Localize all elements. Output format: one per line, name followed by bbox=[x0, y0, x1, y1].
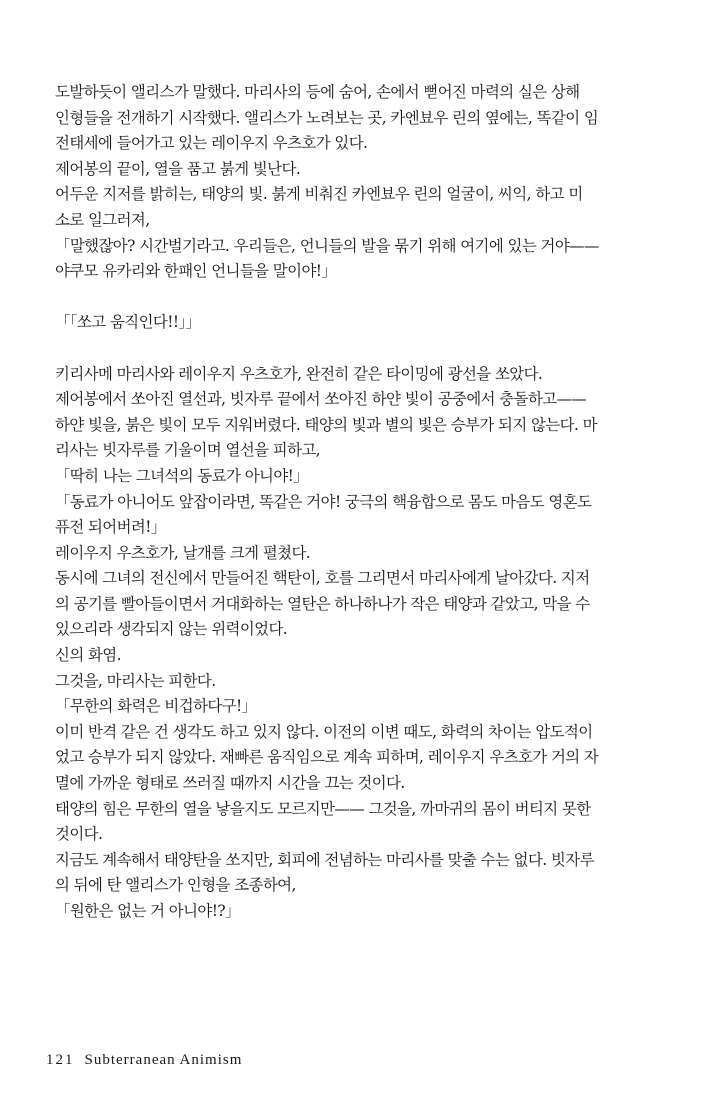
text-line: 「원한은 없는 거 아니야!?」 bbox=[55, 902, 240, 920]
body-text bbox=[55, 80, 680, 925]
text-line: 소로 일그러져, bbox=[55, 210, 150, 229]
text-line: 어두운 지저를 밝히는, 태양의 빛. 붉게 비춰진 카엔뵤우 린의 얼굴이, 씨익, 하고 미 bbox=[55, 185, 583, 204]
text-line: 태양의 힘은 무한의 열을 낳을지도 모르지만—— 그것을, 까마귀의 몸이 버티지 못한 bbox=[55, 799, 591, 818]
blank-line bbox=[55, 285, 680, 311]
page-number: 121 bbox=[46, 1052, 75, 1068]
text-line: 그것을, 마리사는 피한다. bbox=[55, 671, 216, 690]
text-line: 하얀 빛을, 붉은 빛이 모두 지워버렸다. 태양의 빛과 별의 빛은 승부가 되지 않는다. 마 bbox=[55, 415, 597, 434]
text-line: 「말했잖아? 시간벌기라고. 우리들은, 언니들의 발을 묶기 위해 여기에 있는 거야—— bbox=[55, 236, 599, 255]
text-line: 인형들을 전개하기 시작했다. 앨리스가 노려보는 곳, 카엔뵤우 린의 옆에는, 똑같이 임 bbox=[55, 108, 599, 127]
text-line: 의 뒤에 탄 앨리스가 인형을 조종하여, bbox=[55, 876, 296, 895]
text-line: 「「쏘고 움직인다!!」」 bbox=[55, 313, 201, 332]
text-line: 레이우지 우츠호가, 날개를 크게 펼쳤다. bbox=[55, 543, 311, 562]
text-line: 이미 반격 같은 건 생각도 하고 있지 않다. 이전의 이변 때도, 화력의 차이는 압도적이 bbox=[55, 722, 593, 741]
text-line: 「무한의 화력은 비겁하다구!」 bbox=[55, 697, 257, 716]
text-line: 제어봉에서 쏘아진 열선과, 빗자루 끝에서 쏘아진 하얀 빛이 공중에서 충돌하고—— bbox=[55, 390, 587, 409]
book-title: Subterranean Animism bbox=[84, 1052, 243, 1068]
text-line: 동시에 그녀의 전신에서 만들어진 핵탄이, 호를 그리면서 마리사에게 날아갔다. 지저 bbox=[55, 569, 590, 588]
text-line: 퓨전 되어버려!」 bbox=[55, 518, 166, 537]
text-line: 리사는 빗자루를 기울이며 열선을 피하고, bbox=[55, 441, 321, 460]
blank-line bbox=[55, 336, 680, 362]
text-line: 「딱히 나는 그녀석의 동료가 아니야!」 bbox=[55, 466, 309, 485]
text-line: 것이다. bbox=[55, 825, 103, 844]
text-line: 신의 화염. bbox=[55, 646, 121, 665]
text-line: 의 공기를 빨아들이면서 거대화하는 열탄은 하나하나가 작은 태양과 같았고, 막을 수 bbox=[55, 594, 590, 613]
text-line: 도발하듯이 앨리스가 말했다. 마리사의 등에 숨어, 손에서 뻗어진 마력의 실은 상해 bbox=[55, 83, 580, 101]
text-line: 야쿠모 유카리와 한패인 언니들을 말이야!」 bbox=[55, 262, 337, 281]
page-footer bbox=[46, 1052, 242, 1069]
text-line: 전태세에 들어가고 있는 레이우지 우츠호가 있다. bbox=[55, 134, 368, 153]
text-line: 지금도 계속해서 태양탄을 쏘지만, 회피에 전념하는 마리사를 맞출 수는 없다. 빗자루 bbox=[55, 850, 594, 869]
text-line: 있으리라 생각되지 않는 위력이었다. bbox=[55, 620, 288, 639]
text-line: 「동료가 아니어도 앞잡이라면, 똑같은 거야! 궁극의 핵융합으로 몸도 마음도 영혼도 bbox=[55, 492, 592, 511]
text-line: 멸에 가까운 형태로 쓰러질 때까지 시간을 끄는 것이다. bbox=[55, 774, 405, 793]
text-line: 었고 승부가 되지 않았다. 재빠른 움직임으로 계속 피하며, 레이우지 우츠호가 거의 자 bbox=[55, 748, 599, 767]
text-line: 키리사메 마리사와 레이우지 우츠호가, 완전히 같은 타이밍에 광선을 쏘았다. bbox=[55, 364, 543, 383]
text-line: 제어봉의 끝이, 열을 품고 붉게 빛난다. bbox=[55, 159, 301, 178]
